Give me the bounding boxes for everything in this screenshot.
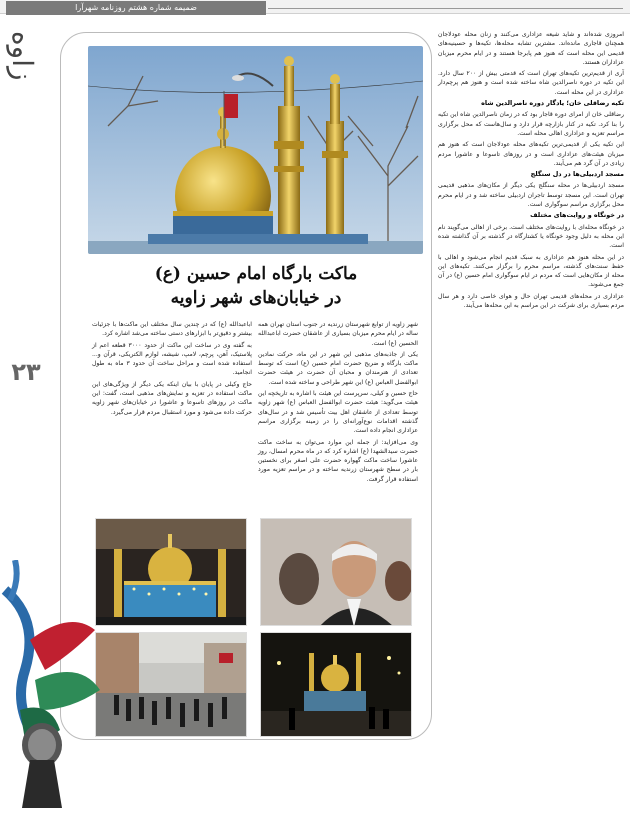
- article-paragraph: وی می‌افزاید: از جمله این موارد می‌توان به ساخت ماکت حضرت سیدالشهدا (ع) اشاره کرد که در ماه محرم امسال، روز عاشورا ساخت ماکت گهواره حضرت علی اصغر برای نخستین بار در سطح شهرستان زرندیه ساخته و در مراسم تعزیه مورد استفاده قرار گرفت.: [258, 438, 418, 483]
- side-paragraph: امروزی شده‌اند و شاید شیعه عزاداری می‌کنند و زنان محله عودلاجان همچنان قاجاری مانده‌اند. مشترین تشابه محله‌ها، تکیه‌ها و حسینیه‌های قدیمی این محله است که هنوز هم پابرجا هستند و در ایام محرم میزبان عزاداران هستند.: [438, 31, 624, 66]
- side-paragraph: مسجد اردبیلی‌ها در محله سنگلج یکی دیگر از مکان‌های مذهبی قدیمی تهران است. این مسجد توسط تاجران اردبیلی ساخته شد و در ایام محرم محل برگزاری مراسم سوگواری است.: [438, 182, 624, 209]
- shrine-dome-illustration: [88, 46, 423, 254]
- article-paragraph: حاج وکیلی در پایان با بیان اینکه یکی دیگر از ویژگی‌های این ماکت استفاده در تعزیه و نمایش‌های مذهبی است، گفت: این ماکت در روزهای تاسوعا و عاشورا در خیابان‌های شهر زاویه حرکت داده می‌شود و مورد استقبال مردم قرار می‌گیرد.: [92, 380, 252, 416]
- side-paragraph: رضاقلی خان از امرای دوره قاجار بود که در زمان ناصرالدین شاه این تکیه را بنا کرد. تکیه در کنار بازارچه قرار دارد و سال‌هاست که محل برگزاری مراسم تعزیه و عزاداری اهالی محله است.: [438, 111, 624, 137]
- side-article-column: [438, 30, 624, 812]
- photo-night-shrine-model: [260, 632, 412, 737]
- side-subhead-1: تکیه رضاقلی خان؛ یادگار دوره ناصرالدین شاه: [481, 99, 624, 108]
- photo-street-procession: [95, 632, 247, 737]
- article-column-left: [92, 320, 252, 515]
- article-paragraph: به گفته وی در ساخت این ماکت از حدود ۳۰۰۰ قطعه اعم از پلاستیک، آهن، پرچم، لامپ، شیشه، لوازم الکتریکی، قرآن و... استفاده شده است و مراحل ساخت آن حدود ۳ ماه به طول انجامید.: [92, 341, 253, 377]
- article-paragraph: حاج حسین و کیلی، سرپرست این هیئت با اشاره به تاریخچه این هیئت می‌گوید: هیئت حضرت ابوالفضل العباس (ع) شهر زاویه توسط تعدادی از عاشقان اهل بیت تأسیس شد و در سال‌های گذشته اقدامات نوع‌آورانه‌ای را در زمینه برگزاری مراسم عزاداری انجام داده است.: [258, 390, 418, 435]
- side-section-word: زاوه: [6, 31, 39, 81]
- side-subhead-2: مسجد اردبیلی‌ها در دل سنگلج: [530, 170, 624, 179]
- article-paragraph: اباعبدالله (ع) که در چندین سال مختلف این ماکت‌ها با جزئیات بیشتر و دقیق‌تر با ابزارهای دستی ساخته می‌شد اشاره کرد.: [92, 321, 252, 338]
- article-headline: [90, 262, 422, 310]
- side-paragraph: این تکیه یکی از قدیمی‌ترین تکیه‌های محله عودلاجان است که هنوز هم میزبان هیئت‌های عزاداری است و در روزهای تاسوعا و عاشورا مردم زیادی در آن گرد هم می‌آیند.: [438, 141, 624, 167]
- headline-line-2: در خیابان‌های شهر زاویه: [170, 288, 342, 308]
- side-paragraph: در این محله هنوز هم عزاداری به سبک قدیم انجام می‌شود و اهالی با حفظ سنت‌های گذشته، مراسم محرم را برگزار می‌کنند. تکیه‌های این محله از مکان‌هایی است که مردم در ایام سوگواری امام حسین (ع) در آن جمع می‌شوند.: [438, 253, 624, 289]
- page-banner: ضمیمه شماره هشتم روزنامه شهرآرا: [6, 1, 266, 15]
- article-column-right: [258, 320, 418, 515]
- side-paragraph: عزاداری در محله‌های قدیمی تهران حال و هوای خاصی دارد و هر سال مردم بسیاری برای شرکت در این مراسم به این محله‌ها می‌آیند.: [438, 292, 624, 310]
- headline-line-1: ماکت بارگاه امام حسین (ع): [154, 264, 358, 284]
- banner-rule: [268, 8, 623, 9]
- side-paragraph: آری از قدیم‌ترین تکیه‌های تهران است که قدمتی بیش از ۲۰۰ سال دارد. این تکیه در دوره ناصرالدین شاه ساخته شده است و هنوز هم پرچم‌دار عزاداری در این محله است.: [438, 70, 624, 96]
- side-paragraph: در خونگاه محله‌ای با روایت‌های مختلف است. برخی از اهالی می‌گویند نام این محله به دلیل وجود خونگاه یا کشتارگاه در گذشته بر آن گذاشته شده است.: [438, 223, 624, 250]
- article-paragraph: شهر زاویه از توابع شهرستان زرندیه در جنوب استان تهران همه ساله در ایام محرم میزبان بسیاری از عاشقان حضرت اباعبدالله الحسین (ع) است.: [258, 321, 418, 347]
- hero-photo-shrine-dome: [88, 46, 423, 254]
- photo-elderly-man: [260, 518, 412, 626]
- page-number: ۲۳: [11, 358, 41, 386]
- photo-shrine-model-lit: [95, 518, 247, 626]
- decorative-flags-illustration: [0, 560, 110, 810]
- article-paragraph: یکی از جاذبه‌های مذهبی این شهر در این ماه، حرکت نمادین ماکت بارگاه و ضریح حضرت امام حسین (ع) است که توسط تعدادی از هنرمندان و محبان آن حضرت در هیئت حضرت ابوالفضل العباس (ع) این شهر طراحی و ساخته شده است.: [258, 350, 418, 386]
- side-subhead-3: در خونگاه و روایت‌های مختلف: [530, 211, 624, 220]
